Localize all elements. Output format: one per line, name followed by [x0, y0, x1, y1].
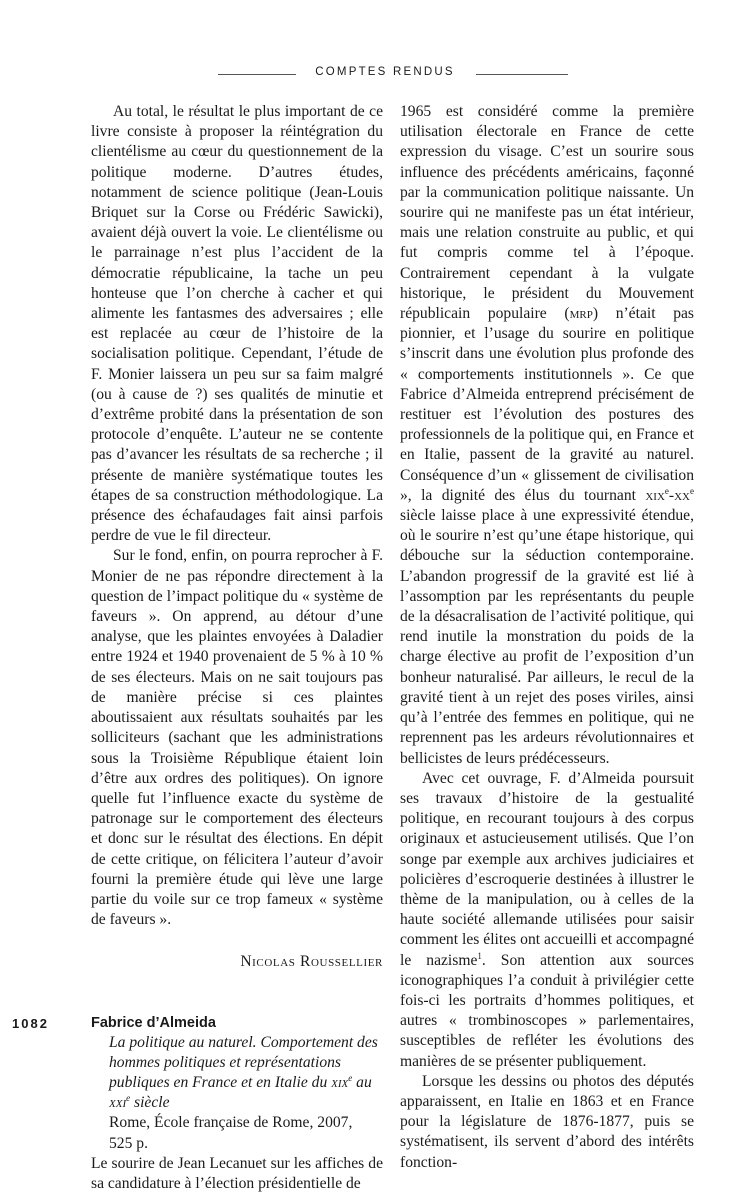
century-superscript: e: [690, 485, 694, 496]
left-paragraph-1: Au total, le résultat le plus important de ce livre consiste à proposer la réintégration du clientélisme au cœur du questionnement de la politique moderne. D’autres études, notamment de science politique (Jean-Louis Briquet sur la Corse ou Frédéric Sawicki), avaient déjà ouvert la voie. Le clientélisme ou le parrainage n’est plus l’accident de la démocratie républicaine, la tache un peu honteuse que l’on cherche à cacher et qui alimente les fantasmes des adversaires ; elle est replacée au cœur de l’histoire de la socialisation politique. Cependant, l’étude de F. Monier laissera un peu sur sa faim malgré (ou à cause de ?) ses qualités de minutie et d’extrême probité dans la présentation de son protocole d’enquête. L’auteur ne se contente pas d’avancer les résultats de sa recherche ; il présente de manière systématique toutes les étapes de sa construction méthodologique. La présence des échafaudages fait ainsi parfois perdre de vue le fil directeur.: [91, 103, 383, 545]
right-paragraph-3: Lorsque les dessins ou photos des députés apparaissent, en Italie en 1863 et en France pour la législature de 1876-1877, puis se systématisent, ils servent d’abord des intérêts fonction-: [400, 1072, 694, 1171]
review-book-publisher: Rome, École française de Rome, 2007,: [109, 1114, 353, 1132]
book-title-part-3: siècle: [130, 1094, 170, 1112]
century-numeral: xxi: [109, 1094, 127, 1112]
right-paragraph-1: [400, 102, 694, 769]
century-superscript: e: [126, 1092, 131, 1103]
century-dash: -: [668, 486, 675, 504]
right-paragraph-2-part-a: Avec cet ouvrage, F. d’Almeida poursuit ses travaux d’histoire de la gestualité politique, en recourant toujours à des corpus originaux et astucieusement utilisés. Que l’on songe par exemple aux archives judiciaires et policières d’escroquerie destinées à illustrer le thème de la manipulation, ou à celles de la haute société allemande utilisées pour saisir comment les élites ont accueilli et accompagné le nazisme: [400, 769, 694, 969]
review-book-pages: 525 p.: [109, 1134, 148, 1152]
century-numeral: xx: [674, 486, 690, 504]
review-book-title: [91, 1033, 383, 1114]
footnote-marker[interactable]: 1: [477, 950, 482, 961]
century-numeral: xix: [645, 486, 665, 504]
left-paragraph-2: Sur le fond, enfin, on pourra reprocher à F. Monier de ne pas répondre directement à la question de l’impact politique du « système de faveurs ». On apprend, au détour d’une analyse, que les plaintes envoyées à Daladier entre 1924 et 1940 provenaient de 5 % à 10 % de ses électeurs. Mais on ne sait toujours pas de manière précise si ces plaintes aboutissaient aux résultats souhaités par les solliciteurs (sachant que les administrations sous la Troisième République étaient loin d’être aux ordres des politiques). On ignore quelle fut l’influence exacte du système de patronage sur le comportement des électeurs et donc sur le résultat des élections. En dépit de cette critique, on félicitera l’auteur d’avoir fourni la première étude qui lève une large partie du voile sur ce trop fameux « système de faveurs ».: [91, 547, 383, 929]
left-column: [91, 102, 383, 1194]
century-numeral: xix: [331, 1073, 349, 1091]
right-paragraph-1-part-c: siècle laisse place à une expressivité étendue, où le sourire n’est qu’une étape historique, qui débouche sur la séduction contemporaine. L’abandon progressif de la gravité est lié à l’assomption par les représentants du peuple de la désacralisation de l’activité politique, qui rend inutile la monstration du poids de la charge élective au profit de l’exposition d’un bonheur naturalisé. Par ailleurs, le recul de la gravité tient à un rejet des poses viriles, ainsi qu’à l’entrée des femmes en politique, qui ne reprennent pas les ardeurs révolutionnaires et bellicistes de leurs prédécesseurs.: [400, 507, 694, 767]
review-book-author: Fabrice d’Almeida: [91, 1014, 216, 1031]
right-paragraph-1-part-a: 1965 est considéré comme la première utilisation électorale en France de cette expression du visage. C’est un sourire sous influence des précédents américains, façonné par la communication politique naissante. Un sourire qui ne manifeste pas un état intérieur, mais une relation construite au public, et qui fut compris comme tel à l’époque. Contrairement cependant à la vulgate historique, le président du Mouvement républicain populaire (: [400, 103, 694, 323]
header-rule-right: [476, 74, 568, 75]
book-title-part-2: au: [352, 1073, 372, 1091]
running-header: [0, 64, 754, 84]
century-superscript: e: [348, 1072, 353, 1083]
running-header-title: COMPTES RENDUS: [315, 66, 455, 78]
right-paragraph-2: [400, 769, 694, 1072]
review-header: [91, 1013, 383, 1154]
header-rule-left: [218, 74, 296, 75]
century-superscript: e: [664, 485, 669, 496]
review-signature: Nicolas Roussellier: [240, 953, 383, 971]
right-paragraph-2-part-b: . Son attention aux sources iconographiques l’a conduit à privilégier cette fois-ci les portraits d’hommes politiques, et autres « trombinoscopes » parlementaires, susceptibles de refléter les évolutions des manières de se présenter publiquement.: [400, 951, 694, 1070]
mrp-acronym: mrp: [569, 305, 593, 323]
right-paragraph-1-part-b: ) n’était pas pionnier, et l’usage du sourire en politique s’inscrit dans une évolution plus profonde des « comportements institutionnels ». Ce que Fabrice d’Almeida entreprend précisément de restituer est l’évolution des postures des professionnels de la politique qui, en France et en Italie, passent de la gravité au naturel. Conséquence d’un « glissement de civilisation », la dignité des élus du tournant: [400, 305, 694, 504]
right-column: [400, 102, 694, 1173]
page-number: 1082: [12, 1016, 49, 1031]
left-paragraph-3: Le sourire de Jean Lecanuet sur les affiches de sa candidature à l’élection présidentielle de: [91, 1154, 383, 1192]
book-title-part-1: La politique au naturel. Comportement des hommes politiques et représentations publiques en France et en Italie du: [109, 1033, 378, 1091]
